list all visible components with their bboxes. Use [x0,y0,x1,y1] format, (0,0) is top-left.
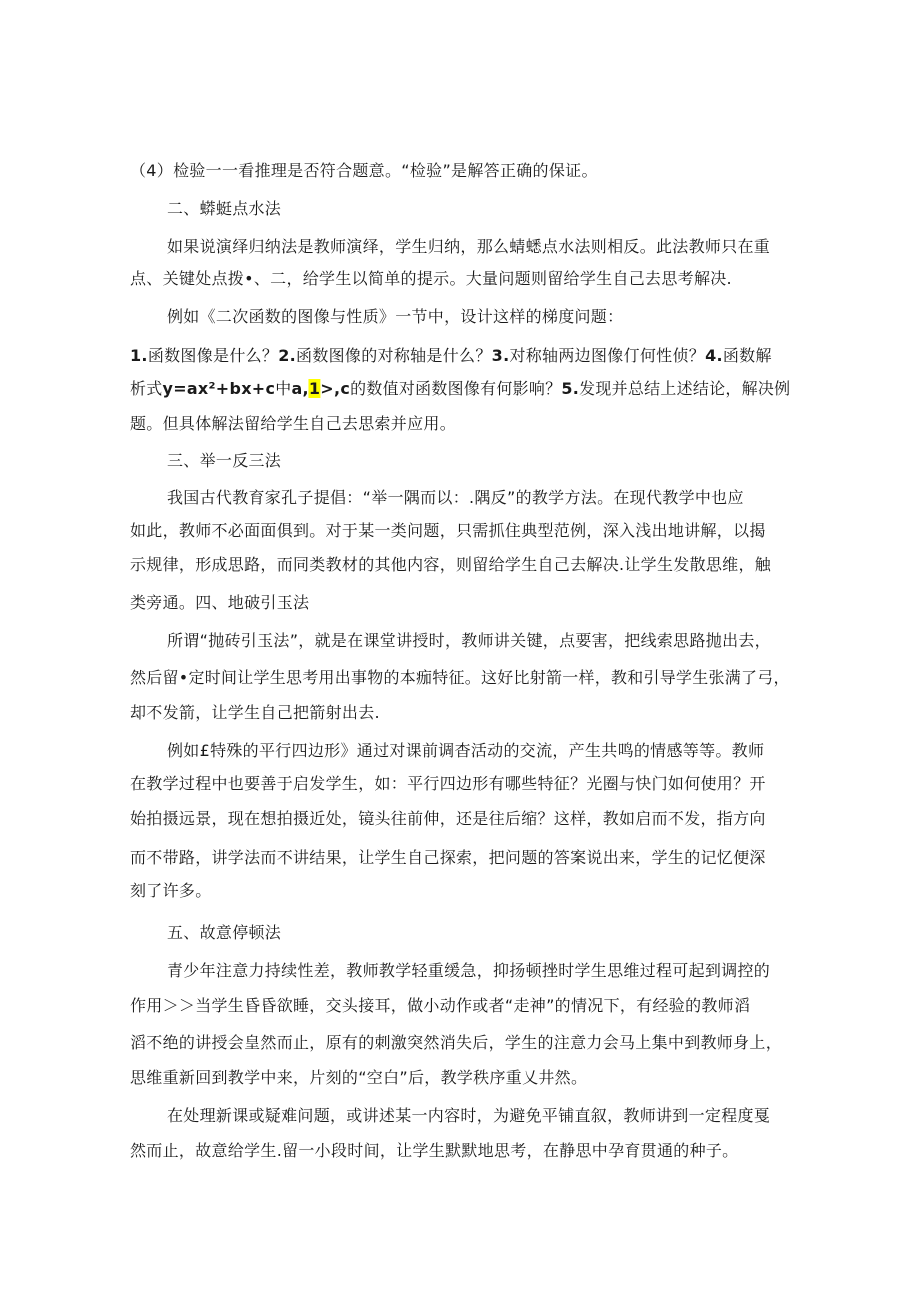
question-list-line-3: 题。但具体解法留给学生自己去思索并应用。 [130,414,457,433]
paragraph-text-line: 在教学过程中也要善于启发学生，如：平行四边形有哪些特征？光圈与快门如何使用？开 [130,774,766,793]
paragraph-text-line: 滔不绝的讲授会皇然而止，原有的刺激突然消失后，学生的注意力会马上集中到教师身上， [130,1033,783,1052]
paragraph-text-line: 我国古代教育家孔子提倡：“举一隅而以：.隅反”的教学方法。在现代教学中也应 [167,488,744,507]
paragraph-text-line: 类旁通。四、地破引玉法 [130,593,310,612]
formula: a, [291,379,309,398]
heading-section-5: 五、故意停顿法 [167,923,282,942]
question-number: 5. [561,379,580,398]
question-number: 3. [491,346,510,365]
highlighted-text: 1 [308,379,321,398]
paragraph-text-line: 思维重新回到教学中来，片刻的“空白”后，教学秩序重乂井然。 [130,1068,588,1087]
paragraph-text-line: 始拍摄远景，现在想拍摄近处，镜头往前伸，还是往后缩？这样，教如启而不发，指方向 [130,809,766,828]
paragraph-text-line: 刻了许多。 [130,881,212,900]
question-list-line-2 [130,378,790,400]
paragraph-text-line: 在处理新课或疑难问题，或讲述某一内容时，为避免平铺直叙，教师讲到一定程度戛 [167,1106,771,1125]
question-text: 析式 [130,379,163,398]
paragraph-text-line: 却不发箭，让学生自己把箭射出去. [130,703,380,722]
question-list-line-1 [130,345,772,367]
question-text: 发现并总结上述结论，解决例 [579,379,791,398]
paragraph-text-line: 作用＞＞当学生昏昏欲睡，交头接耳，做小动作或者“走神”的情况下，有经验的教师滔 [130,996,751,1015]
question-text: 函数图像的对称轴是什么？ [296,346,492,365]
paragraph-text-line: 青少年注意力持续性差，教师教学轻重缓急，抑扬顿挫时学生思维过程可起到调控的 [167,961,771,980]
paragraph-text-line: 然后留•定时间让学生思考用出事物的本痂特征。这好比射箭一样，教和引导学生张满了弓， [130,668,790,687]
question-text: 的数值对函数图像有何影响？ [350,379,562,398]
paragraph-text-line: 如此，教师不必面面俱到。对于某一类问题，只需抓住典型范例，深入浅出地讲解，以揭 [130,521,766,540]
paragraph-text-line: 如果说演绎归纳法是教师演绎，学生归纳，那么蜻蟋点水法则相反。此法教师只在重 [167,237,771,256]
paragraph-text-line: 然而止，故意给学生.留一小段时间，让学生默默地思考，在静思中孕育贯通的种子。 [130,1141,739,1160]
heading-section-3: 三、举一反三法 [167,451,282,470]
paragraph-text-line: 例如£特殊的平行四边形》通过对课前调杳活动的交流，产生共鸣的情感等等。教师 [167,741,765,760]
question-text: 中 [275,379,292,398]
heading-section-2: 二、蟒蜓点水法 [167,199,282,218]
question-text: 对称轴两边图像仃何性侦？ [509,346,706,365]
paragraph-text-line: 点、关键处点拨•、二，给学生以简单的提示。大量问题则留给学生自己去思考解决. [130,269,732,288]
paragraph-step-4: （4）检验一一看推理是否符合题意。“检验”是解答正确的保证。 [130,161,598,180]
question-number: 2. [278,346,297,365]
question-text: 函数解 [722,346,772,365]
question-text: 函数图像是什么？ [147,346,279,365]
formula: y=ax²+bx+c [162,379,276,398]
paragraph-text-line: 所谓“抛砖引玉法”，就是在课堂讲授时，教师讲关键，点要害，把线索思路抛出去， [167,631,771,650]
paragraph-text-line: 而不带路，讲学法而不讲结果，让学生自己探索，把问题的答案说出来，学生的记忆便深 [130,848,766,867]
question-number: 1. [130,346,148,365]
paragraph-example-intro: 例如《二次函数的图像与性质》一节中，设计这样的梯度问题： [167,307,624,326]
question-number: 4. [705,346,723,365]
formula: >,c [320,379,351,398]
paragraph-text-line: 示规律，形成思路，而同类教材的其他内容，则留给学生自己去解决.让学生发散思维，触 [130,555,772,574]
